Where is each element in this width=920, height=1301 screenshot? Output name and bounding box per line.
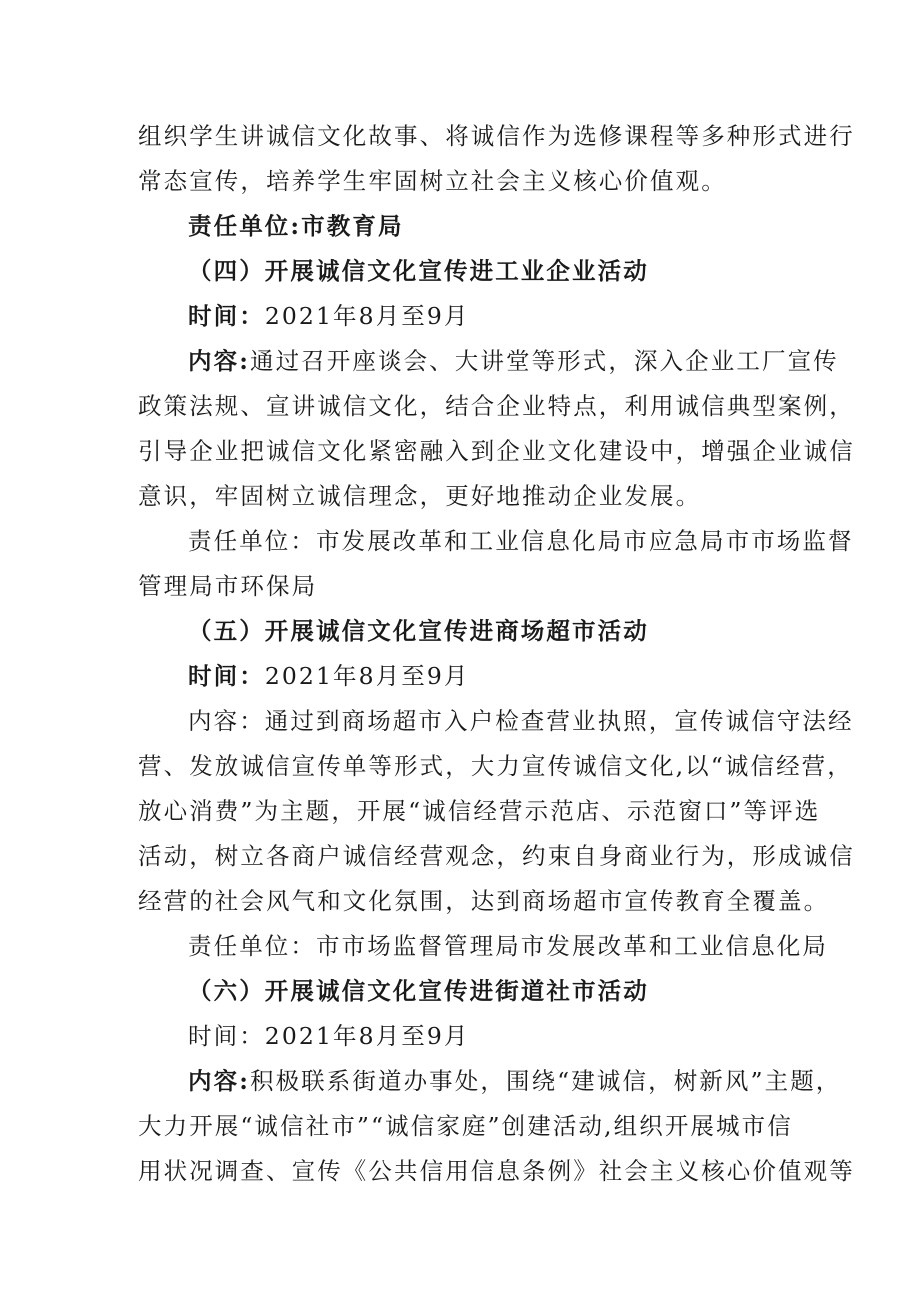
content-text: 积极联系街道办事处，围绕“建诚信，树新风”主题， [249,1067,842,1095]
time-label: 时间： [188,302,265,330]
paragraph-line: 用状况调查、宣传《公共信用信息条例》社会主义核心价值观等 [138,1157,855,1185]
content-label: 内容: [188,1067,250,1095]
section-heading-5: （五）开展诚信文化宣传进商场超市活动 [188,617,649,645]
paragraph-line: 活动，树立各商户诚信经营观念，约束自身商业行为，形成诚信 [138,842,855,870]
paragraph-line: 大力开展“诚信社市”“诚信家庭”创建活动,组织开展城市信 [138,1112,793,1140]
time-value: 2021年8月至9月 [264,662,470,690]
time-line-6: 时间：2021年8月至9月 [188,1022,470,1050]
paragraph-line: 营、发放诚信宣传单等形式，大力宣传诚信文化,以“诚信经营， [138,752,853,780]
paragraph-line: 政策法规、宣讲诚信文化，结合企业特点，利用诚信典型案例， [138,392,855,420]
responsible-unit-line: 责任单位：市发展改革和工业信息化局市应急局市市场监督 [188,527,854,555]
content-line-4-first [188,346,848,376]
time-line-4 [188,301,848,331]
paragraph-line: 管理局市环保局 [138,572,318,600]
section-heading-4: （四）开展诚信文化宣传进工业企业活动 [188,257,649,285]
paragraph-line: 经营的社会风气和文化氛围，达到商场超市宣传教育全覆盖。 [138,887,830,915]
paragraph-line: 意识，牢固树立诚信理念，更好地推动企业发展。 [138,482,702,510]
content-label: 内容: [188,347,250,375]
section-heading-6: （六）开展诚信文化宣传进街道社市活动 [188,977,649,1005]
paragraph-line: 常态宣传，培养学生牢固树立社会主义核心价值观。 [138,167,727,195]
paragraph-line: 放心消费”为主题，开展“诚信经营示范店、示范窗口”等评选 [138,797,821,825]
paragraph-line: 组织学生讲诚信文化故事、将诚信作为选修课程等多种形式进行 [138,122,855,150]
time-line-5 [188,661,848,691]
content-text: 通过召开座谈会、大讲堂等形式，深入企业工厂宣传 [249,347,839,375]
content-line-6-first [188,1066,848,1096]
time-value: 2021年8月至9月 [264,302,470,330]
content-line-5-first: 内容：通过到商场超市入户检查营业执照，宣传诚信守法经 [188,707,854,735]
responsible-unit-education: 责任单位:市教育局 [188,212,404,240]
time-label: 时间： [188,662,265,690]
responsible-unit-line: 责任单位：市市场监督管理局市发展改革和工业信息化局 [188,932,828,960]
paragraph-line: 引导企业把诚信文化紧密融入到企业文化建设中，增强企业诚信 [138,437,855,465]
